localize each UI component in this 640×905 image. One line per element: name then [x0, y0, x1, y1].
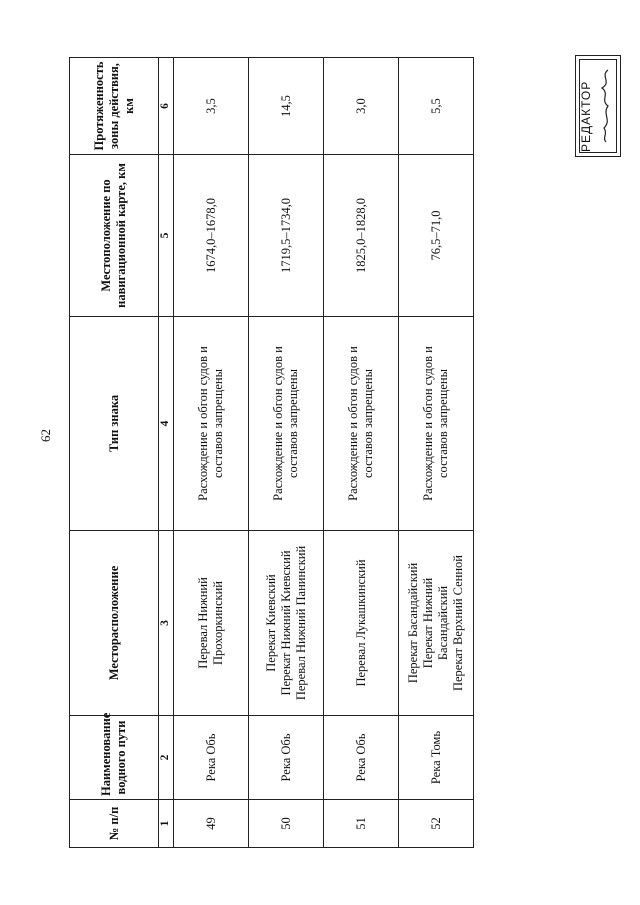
map-position: 1719,5–1734,0 — [249, 155, 324, 317]
row-number: 51 — [324, 800, 399, 848]
location: Перекат Басандайский Перекат Нижний Басандайский Перекат Верхний Сенной — [399, 531, 474, 716]
header-number: № п/п — [70, 800, 159, 848]
header-sign-type: Тип знака — [70, 317, 159, 531]
column-number: 1 — [159, 800, 174, 848]
sign-type: Расхождение и обгон судов и составов запрещены — [174, 317, 249, 531]
zone-length: 3,0 — [324, 58, 399, 155]
stamp-title: РЕДАКТОР — [579, 80, 593, 152]
header-waterway: Наименование водного пути — [70, 716, 159, 800]
sign-type: Расхождение и обгон судов и составов запрещены — [249, 317, 324, 531]
row-number: 49 — [174, 800, 249, 848]
map-position: 76,5–71,0 — [399, 155, 474, 317]
signature-mark — [596, 66, 616, 146]
location: Перевал Лукашкинский — [324, 531, 399, 716]
zone-length: 3,5 — [174, 58, 249, 155]
column-number-row — [159, 58, 174, 848]
column-number: 6 — [159, 58, 174, 155]
table-row — [249, 58, 324, 848]
row-number: 52 — [399, 800, 474, 848]
table-row — [174, 58, 249, 848]
table-row — [399, 58, 474, 848]
column-number: 5 — [159, 155, 174, 317]
header-location: Месторасположение — [70, 531, 159, 716]
waterway-name: Река Обь — [324, 716, 399, 800]
editor-stamp — [575, 55, 621, 157]
header-row — [70, 58, 159, 848]
column-number: 2 — [159, 716, 174, 800]
header-zone-length: Протяженность зоны действия, км — [70, 58, 159, 155]
zone-length: 5,5 — [399, 58, 474, 155]
row-number: 50 — [249, 800, 324, 848]
page-number: 62 — [38, 429, 53, 442]
waterway-name: Река Обь — [174, 716, 249, 800]
waterway-name: Река Томь — [399, 716, 474, 800]
sign-type: Расхождение и обгон судов и составов запрещены — [324, 317, 399, 531]
column-number: 3 — [159, 531, 174, 716]
table-container — [69, 58, 465, 848]
location: Перекат Киевский Перекат Нижний Киевский Перевал Нижний Панинский — [249, 531, 324, 716]
navigation-signs-table — [69, 57, 474, 848]
zone-length: 14,5 — [249, 58, 324, 155]
table-row — [324, 58, 399, 848]
waterway-name: Река Обь — [249, 716, 324, 800]
location: Перевал Нижний Прохоркинский — [174, 531, 249, 716]
map-position: 1674,0–1678,0 — [174, 155, 249, 317]
sign-type: Расхождение и обгон судов и составов запрещены — [399, 317, 474, 531]
map-position: 1825,0–1828,0 — [324, 155, 399, 317]
column-number: 4 — [159, 317, 174, 531]
header-map-position: Местоположение по навигационной карте, км — [70, 155, 159, 317]
